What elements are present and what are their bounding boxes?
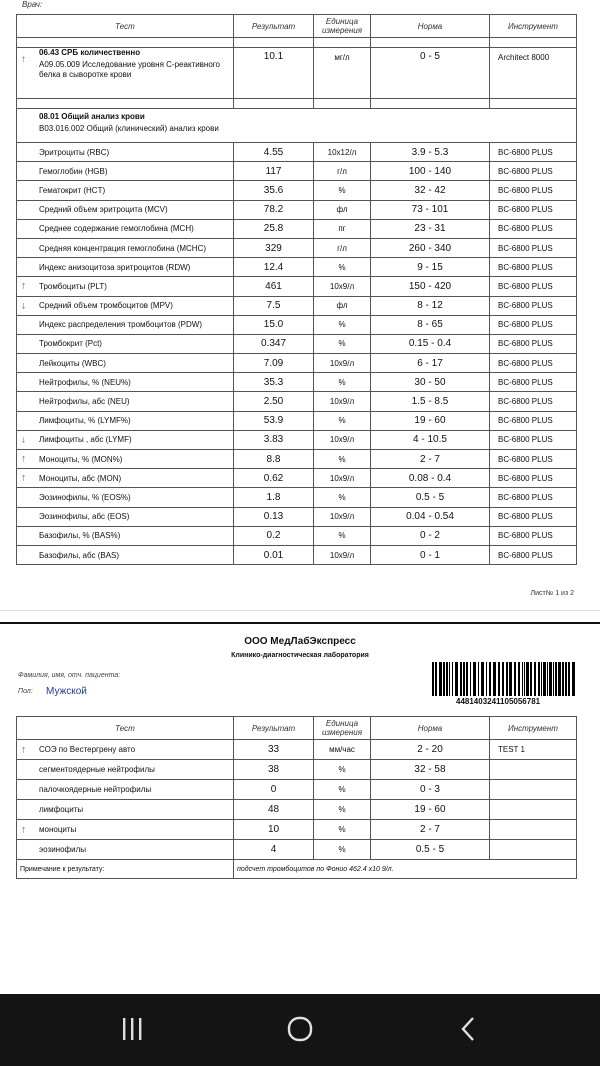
result-value: 33 <box>234 740 314 760</box>
header-result: Результат <box>234 15 314 38</box>
test-cell <box>17 469 234 488</box>
table-row <box>17 143 577 162</box>
norm-range: 4 - 10.5 <box>371 430 490 449</box>
page-separator <box>0 610 600 624</box>
test-cell <box>17 780 234 800</box>
table-row <box>17 181 577 200</box>
test-cell <box>17 740 234 760</box>
test-name: Лимфоциты, % (LYMF%) <box>39 416 131 426</box>
instrument-name: BC-6800 PLUS <box>490 526 577 545</box>
table-row <box>17 219 577 238</box>
result-value: 8.8 <box>234 450 314 469</box>
test-name: Эозинофилы, % (EOS%) <box>39 492 131 502</box>
unit-value: % <box>314 181 371 200</box>
cbc-section-row <box>17 109 577 143</box>
norm-range: 0.5 - 5 <box>371 488 490 507</box>
result-value: 4.55 <box>234 143 314 162</box>
test-name: СОЭ по Вестергрену авто <box>39 745 136 754</box>
norm-range: 3.9 - 5.3 <box>371 143 490 162</box>
test-name: Базофилы, абс (BAS) <box>39 550 120 560</box>
table-row <box>17 760 577 780</box>
flag-down-icon: ↓ <box>21 434 26 446</box>
table-row <box>17 277 577 296</box>
norm-range: 0 - 2 <box>371 526 490 545</box>
table-row <box>17 258 577 277</box>
unit-value: % <box>314 411 371 430</box>
table-row <box>17 780 577 800</box>
test-name: Нейтрофилы, абс (NEU) <box>39 397 130 407</box>
unit-value: % <box>314 334 371 353</box>
norm-range: 30 - 50 <box>371 373 490 392</box>
table-row <box>17 450 577 469</box>
home-icon[interactable] <box>280 1014 320 1044</box>
test-name: моноциты <box>39 825 77 834</box>
test-name: Гемоглобин (HGB) <box>39 166 108 176</box>
instrument-name <box>490 760 577 780</box>
test-name: эозинофилы <box>39 845 87 854</box>
norm-range: 2 - 7 <box>371 450 490 469</box>
table-row <box>17 840 577 860</box>
result-value: 329 <box>234 238 314 257</box>
result-value: 117 <box>234 162 314 181</box>
unit-value: % <box>314 488 371 507</box>
header-instrument: Инструмент <box>490 15 577 38</box>
result-value: 461 <box>234 277 314 296</box>
sex-value: Мужской <box>46 686 87 697</box>
norm-range: 32 - 42 <box>371 181 490 200</box>
norm-range: 0.15 - 0.4 <box>371 334 490 353</box>
test-cell <box>17 219 234 238</box>
table-row <box>17 820 577 840</box>
instrument-name: TEST 1 <box>490 740 577 760</box>
test-name: Индекс распределения тромбоцитов (PDW) <box>39 320 203 330</box>
unit-value: 10x9/л <box>314 354 371 373</box>
cbc-section-title: 08.01 Общий анализ крови <box>39 112 145 121</box>
test-name: Базофилы, % (BAS%) <box>39 531 121 541</box>
header-norm: Норма <box>371 15 490 38</box>
result-value: 12.4 <box>234 258 314 277</box>
instrument-name: BC-6800 PLUS <box>490 507 577 526</box>
instrument-name: BC-6800 PLUS <box>490 315 577 334</box>
norm-range: 8 - 12 <box>371 296 490 315</box>
header-test: Тест <box>17 15 234 38</box>
table-row <box>17 373 577 392</box>
unit-value: пг <box>314 219 371 238</box>
unit-value: 10x9/л <box>314 430 371 449</box>
table-row <box>17 469 577 488</box>
norm-range: 0 - 1 <box>371 545 490 564</box>
unit-value: 10x9/л <box>314 277 371 296</box>
result-value: 0.13 <box>234 507 314 526</box>
instrument-name: BC-6800 PLUS <box>490 545 577 564</box>
test-cell <box>17 277 234 296</box>
norm-range: 150 - 420 <box>371 277 490 296</box>
cbc-section-cell <box>17 109 577 143</box>
flag-down-icon: ↓ <box>21 300 26 312</box>
unit-value: 10x9/л <box>314 507 371 526</box>
test-cell <box>17 238 234 257</box>
table-row <box>17 354 577 373</box>
test-cell <box>17 450 234 469</box>
table-row <box>17 296 577 315</box>
norm-range: 2 - 20 <box>371 740 490 760</box>
result-value: 25.8 <box>234 219 314 238</box>
instrument-name: BC-6800 PLUS <box>490 296 577 315</box>
norm-range: 100 - 140 <box>371 162 490 181</box>
crp-unit: мг/л <box>314 48 371 99</box>
test-cell <box>17 820 234 840</box>
table-row <box>17 740 577 760</box>
test-cell <box>17 430 234 449</box>
result-value: 35.3 <box>234 373 314 392</box>
result-value: 0.62 <box>234 469 314 488</box>
table-row <box>17 411 577 430</box>
test-cell <box>17 315 234 334</box>
header-unit: Единица измерения <box>314 15 371 38</box>
organization-name: ООО МедЛабЭкспресс <box>244 636 356 647</box>
instrument-name <box>490 840 577 860</box>
page-number: Лист№ 1 из 2 <box>530 590 574 597</box>
table-row <box>17 200 577 219</box>
norm-range: 9 - 15 <box>371 258 490 277</box>
unit-value: % <box>314 258 371 277</box>
instrument-name: BC-6800 PLUS <box>490 238 577 257</box>
header-result: Результат <box>234 717 314 740</box>
unit-value: % <box>314 800 371 820</box>
result-value: 53.9 <box>234 411 314 430</box>
result-value: 0.2 <box>234 526 314 545</box>
crp-test-cell <box>17 48 234 99</box>
test-cell <box>17 392 234 411</box>
test-name: Нейтрофилы, % (NEU%) <box>39 377 131 387</box>
test-name: палочкоядерные нейтрофилы <box>39 785 152 794</box>
unit-value: 10x9/л <box>314 545 371 564</box>
recent-apps-icon[interactable] <box>112 1014 152 1044</box>
norm-range: 19 - 60 <box>371 411 490 430</box>
results-table-1 <box>16 14 577 565</box>
test-cell <box>17 181 234 200</box>
result-value: 10 <box>234 820 314 840</box>
test-name: Средняя концентрация гемоглобина (MCHC) <box>39 243 207 253</box>
norm-range: 2 - 7 <box>371 820 490 840</box>
result-value: 78.2 <box>234 200 314 219</box>
instrument-name <box>490 800 577 820</box>
result-value: 7.09 <box>234 354 314 373</box>
instrument-name: BC-6800 PLUS <box>490 488 577 507</box>
norm-range: 1.5 - 8.5 <box>371 392 490 411</box>
note-label: Примечание к результату: <box>17 860 234 879</box>
test-name: Эритроциты (RBC) <box>39 147 110 157</box>
navigation-bar <box>0 994 600 1066</box>
table-row <box>17 488 577 507</box>
test-cell <box>17 296 234 315</box>
result-value: 38 <box>234 760 314 780</box>
patient-name-label: Фамилия, имя, отч. пациента: <box>18 672 121 679</box>
unit-value: % <box>314 760 371 780</box>
unit-value: г/л <box>314 238 371 257</box>
table-row <box>17 392 577 411</box>
test-name: лимфоциты <box>39 805 84 814</box>
result-value: 0.01 <box>234 545 314 564</box>
test-cell <box>17 143 234 162</box>
table-row <box>17 526 577 545</box>
norm-range: 23 - 31 <box>371 219 490 238</box>
test-name: Лейкоциты (WBC) <box>39 358 106 368</box>
results-table-2 <box>16 716 577 879</box>
barcode-number: 4481403241105056781 <box>456 697 541 706</box>
unit-value: фл <box>314 296 371 315</box>
unit-value: г/л <box>314 162 371 181</box>
table-row <box>17 162 577 181</box>
test-name: Моноциты, абс (MON) <box>39 473 122 483</box>
result-value: 48 <box>234 800 314 820</box>
instrument-name <box>490 780 577 800</box>
unit-value: фл <box>314 200 371 219</box>
table-row <box>17 315 577 334</box>
table-row <box>17 430 577 449</box>
cbc-section-subtitle: В03.016.002 Общий (клинический) анализ крови <box>39 124 219 133</box>
instrument-name: BC-6800 PLUS <box>490 162 577 181</box>
instrument-name: BC-6800 PLUS <box>490 469 577 488</box>
test-name: Эозинофилы, абс (EOS) <box>39 512 130 522</box>
table-header-row <box>17 717 577 740</box>
test-name: Тромбоциты (PLT) <box>39 281 107 291</box>
result-value: 0.347 <box>234 334 314 353</box>
test-cell <box>17 507 234 526</box>
test-cell <box>17 760 234 780</box>
crp-title: 06.43 СРБ количественно <box>39 48 141 57</box>
unit-value: % <box>314 780 371 800</box>
test-cell <box>17 162 234 181</box>
unit-value: % <box>314 373 371 392</box>
norm-range: 0.5 - 5 <box>371 840 490 860</box>
flag-up-icon: ↑ <box>21 280 26 292</box>
norm-range: 19 - 60 <box>371 800 490 820</box>
norm-range: 0.04 - 0.54 <box>371 507 490 526</box>
instrument-name: BC-6800 PLUS <box>490 373 577 392</box>
instrument-name: BC-6800 PLUS <box>490 354 577 373</box>
instrument-name: BC-6800 PLUS <box>490 450 577 469</box>
unit-value: % <box>314 450 371 469</box>
norm-range: 6 - 17 <box>371 354 490 373</box>
lab-name: Клинико-диагностическая лаборатория <box>231 652 369 659</box>
table-row <box>17 545 577 564</box>
unit-value: 10x9/л <box>314 392 371 411</box>
table-row <box>17 800 577 820</box>
result-value: 1.8 <box>234 488 314 507</box>
unit-value: % <box>314 315 371 334</box>
crp-subtitle: А09.05.009 Исследование уровня С-реактивного белка в сыворотке крови <box>39 60 220 79</box>
instrument-name: BC-6800 PLUS <box>490 143 577 162</box>
flag-up-icon: ↑ <box>21 744 26 755</box>
crp-row <box>17 48 577 99</box>
crp-result: 10.1 <box>234 48 314 99</box>
norm-range: 0.08 - 0.4 <box>371 469 490 488</box>
instrument-name: BC-6800 PLUS <box>490 219 577 238</box>
test-name: Индекс анизоцитоза эритроцитов (RDW) <box>39 262 191 272</box>
test-cell <box>17 545 234 564</box>
flag-up-icon: ↑ <box>21 824 26 835</box>
test-name: сегментоядерные нейтрофилы <box>39 765 155 774</box>
norm-range: 0 - 3 <box>371 780 490 800</box>
spacer-row <box>17 99 577 109</box>
header-unit: Единица измерения <box>314 717 371 740</box>
crp-norm: 0 - 5 <box>371 48 490 99</box>
report-page-2 <box>0 624 600 994</box>
table-header-row <box>17 15 577 38</box>
instrument-name: BC-6800 PLUS <box>490 392 577 411</box>
instrument-name: BC-6800 PLUS <box>490 411 577 430</box>
test-cell <box>17 334 234 353</box>
result-value: 2.50 <box>234 392 314 411</box>
test-cell <box>17 526 234 545</box>
result-value: 15.0 <box>234 315 314 334</box>
flag-up-icon: ↑ <box>21 54 26 65</box>
table-row <box>17 334 577 353</box>
unit-value: мм/час <box>314 740 371 760</box>
sex-label: Пол: <box>18 688 33 695</box>
instrument-name: BC-6800 PLUS <box>490 334 577 353</box>
test-cell <box>17 800 234 820</box>
test-cell <box>17 411 234 430</box>
norm-range: 8 - 65 <box>371 315 490 334</box>
test-name: Гематокрит (HCT) <box>39 185 106 195</box>
crp-instrument: Architect 8000 <box>490 48 577 99</box>
instrument-name: BC-6800 PLUS <box>490 258 577 277</box>
test-name: Лимфоциты , абс (LYMF) <box>39 435 132 445</box>
test-name: Моноциты, % (MON%) <box>39 454 123 464</box>
result-value: 35.6 <box>234 181 314 200</box>
unit-value: % <box>314 840 371 860</box>
header-test: Тест <box>17 717 234 740</box>
test-name: Средний объем тромбоцитов (MPV) <box>39 301 173 311</box>
norm-range: 260 - 340 <box>371 238 490 257</box>
test-cell <box>17 488 234 507</box>
norm-range: 32 - 58 <box>371 760 490 780</box>
spacer-row <box>17 38 577 48</box>
test-name: Средний объем эритроцита (MCV) <box>39 205 168 215</box>
note-value: подсчет тромбоцитов по Фонио 462.4 x10 9/л. <box>234 860 577 879</box>
result-value: 4 <box>234 840 314 860</box>
test-cell <box>17 354 234 373</box>
flag-up-icon: ↑ <box>21 472 26 484</box>
unit-value: % <box>314 526 371 545</box>
note-row <box>17 860 577 879</box>
unit-value: 10x12/л <box>314 143 371 162</box>
flag-up-icon: ↑ <box>21 453 26 465</box>
back-icon[interactable] <box>448 1014 488 1044</box>
test-name: Тромбокрит (Pct) <box>39 339 102 349</box>
test-name: Среднее содержание гемоглобина (MCH) <box>39 224 194 234</box>
header-instrument: Инструмент <box>490 717 577 740</box>
table-row <box>17 238 577 257</box>
table-row <box>17 507 577 526</box>
test-cell <box>17 840 234 860</box>
doctor-label: Врач: <box>22 0 43 9</box>
instrument-name <box>490 820 577 840</box>
instrument-name: BC-6800 PLUS <box>490 181 577 200</box>
test-cell <box>17 200 234 219</box>
header-norm: Норма <box>371 717 490 740</box>
result-value: 7.5 <box>234 296 314 315</box>
norm-range: 73 - 101 <box>371 200 490 219</box>
result-value: 0 <box>234 780 314 800</box>
unit-value: % <box>314 820 371 840</box>
instrument-name: BC-6800 PLUS <box>490 430 577 449</box>
unit-value: 10x9/л <box>314 469 371 488</box>
test-cell <box>17 258 234 277</box>
instrument-name: BC-6800 PLUS <box>490 277 577 296</box>
test-cell <box>17 373 234 392</box>
result-value: 3.83 <box>234 430 314 449</box>
instrument-name: BC-6800 PLUS <box>490 200 577 219</box>
